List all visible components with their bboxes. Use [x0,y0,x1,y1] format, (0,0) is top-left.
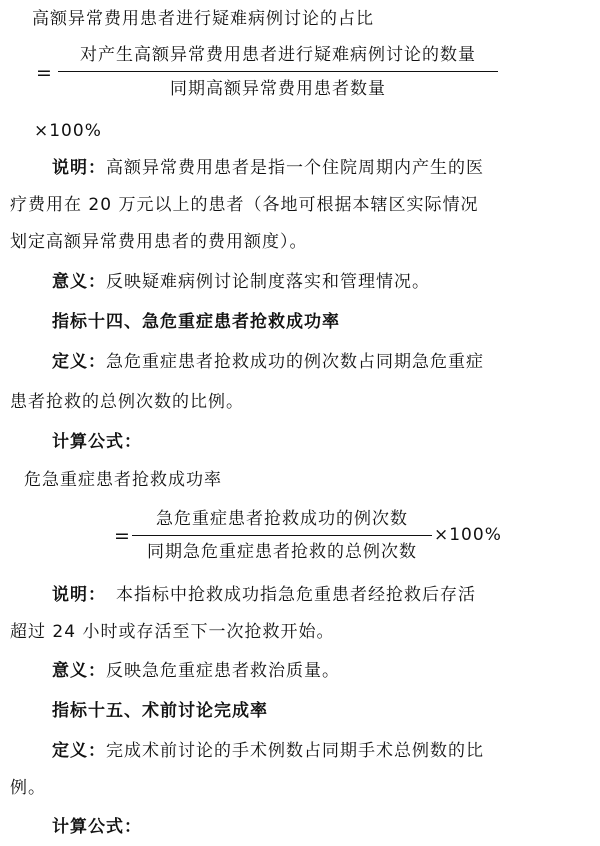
formula1-denominator: 同期高额异常费用患者数量 [170,79,386,99]
formula1-equals: = [36,62,52,84]
indicator14-definition-label: 定义： [52,352,106,372]
indicator15-definition-label: 定义： [52,741,106,761]
indicator14-note-line1 [52,584,476,606]
indicator14-heading: 指标十四、急危重症患者抢救成功率 [52,312,340,332]
indicator15-definition-line1 [52,740,484,762]
indicator15-heading: 指标十五、术前讨论完成率 [52,701,268,721]
indicator14-formula-lhs: 危急重症患者抢救成功率 [24,470,222,490]
indicator14-definition-line2: 患者抢救的总例次数的比例。 [10,392,244,412]
indicator14-formula-numerator: 急危重症患者抢救成功的例次数 [156,509,408,529]
formula1-lhs: 高额异常费用患者进行疑难病例讨论的占比 [32,9,374,29]
indicator14-meaning-label: 意义： [52,661,106,681]
indicator15-formula-label: 计算公式： [52,817,142,837]
note1-line1 [52,157,484,179]
indicator14-meaning [52,660,340,682]
note1-line3: 划定高额异常费用患者的费用额度）。 [10,232,308,252]
indicator14-formula-denominator: 同期急危重症患者抢救的总例次数 [147,542,417,562]
indicator14-note-text1: 本指标中抢救成功指急危重患者经抢救后存活 [116,585,476,605]
note1-label: 说明： [52,158,106,178]
meaning1-label: 意义： [52,272,106,292]
indicator14-meaning-text: 反映急危重症患者救治质量。 [106,661,340,681]
indicator14-note-label: 说明： [52,585,106,605]
indicator14-formula-fraction-bar [132,535,432,536]
formula1-numerator: 对产生高额异常费用患者进行疑难病例讨论的数量 [80,45,476,65]
indicator14-note-line2: 超过 24 小时或存活至下一次抢救开始。 [10,622,335,642]
note1-line2: 疗费用在 20 万元以上的患者（各地可根据本辖区实际情况 [10,195,479,215]
meaning1-text: 反映疑难病例讨论制度落实和管理情况。 [106,272,430,292]
formula1-multiplier: ×100% [34,121,102,141]
indicator14-formula-equals: = [114,525,130,547]
indicator14-definition-text1: 急危重症患者抢救成功的例次数占同期急危重症 [106,352,484,372]
indicator15-definition-line2: 例。 [10,778,46,798]
meaning1 [52,271,430,293]
indicator15-definition-text1: 完成术前讨论的手术例数占同期手术总例数的比 [106,741,484,761]
indicator14-formula-label: 计算公式： [52,432,142,452]
indicator14-formula-multiplier: ×100% [434,525,502,545]
note1-text1: 高额异常费用患者是指一个住院周期内产生的医 [106,158,484,178]
formula1-fraction-bar [58,71,498,72]
indicator14-definition-line1 [52,351,484,373]
